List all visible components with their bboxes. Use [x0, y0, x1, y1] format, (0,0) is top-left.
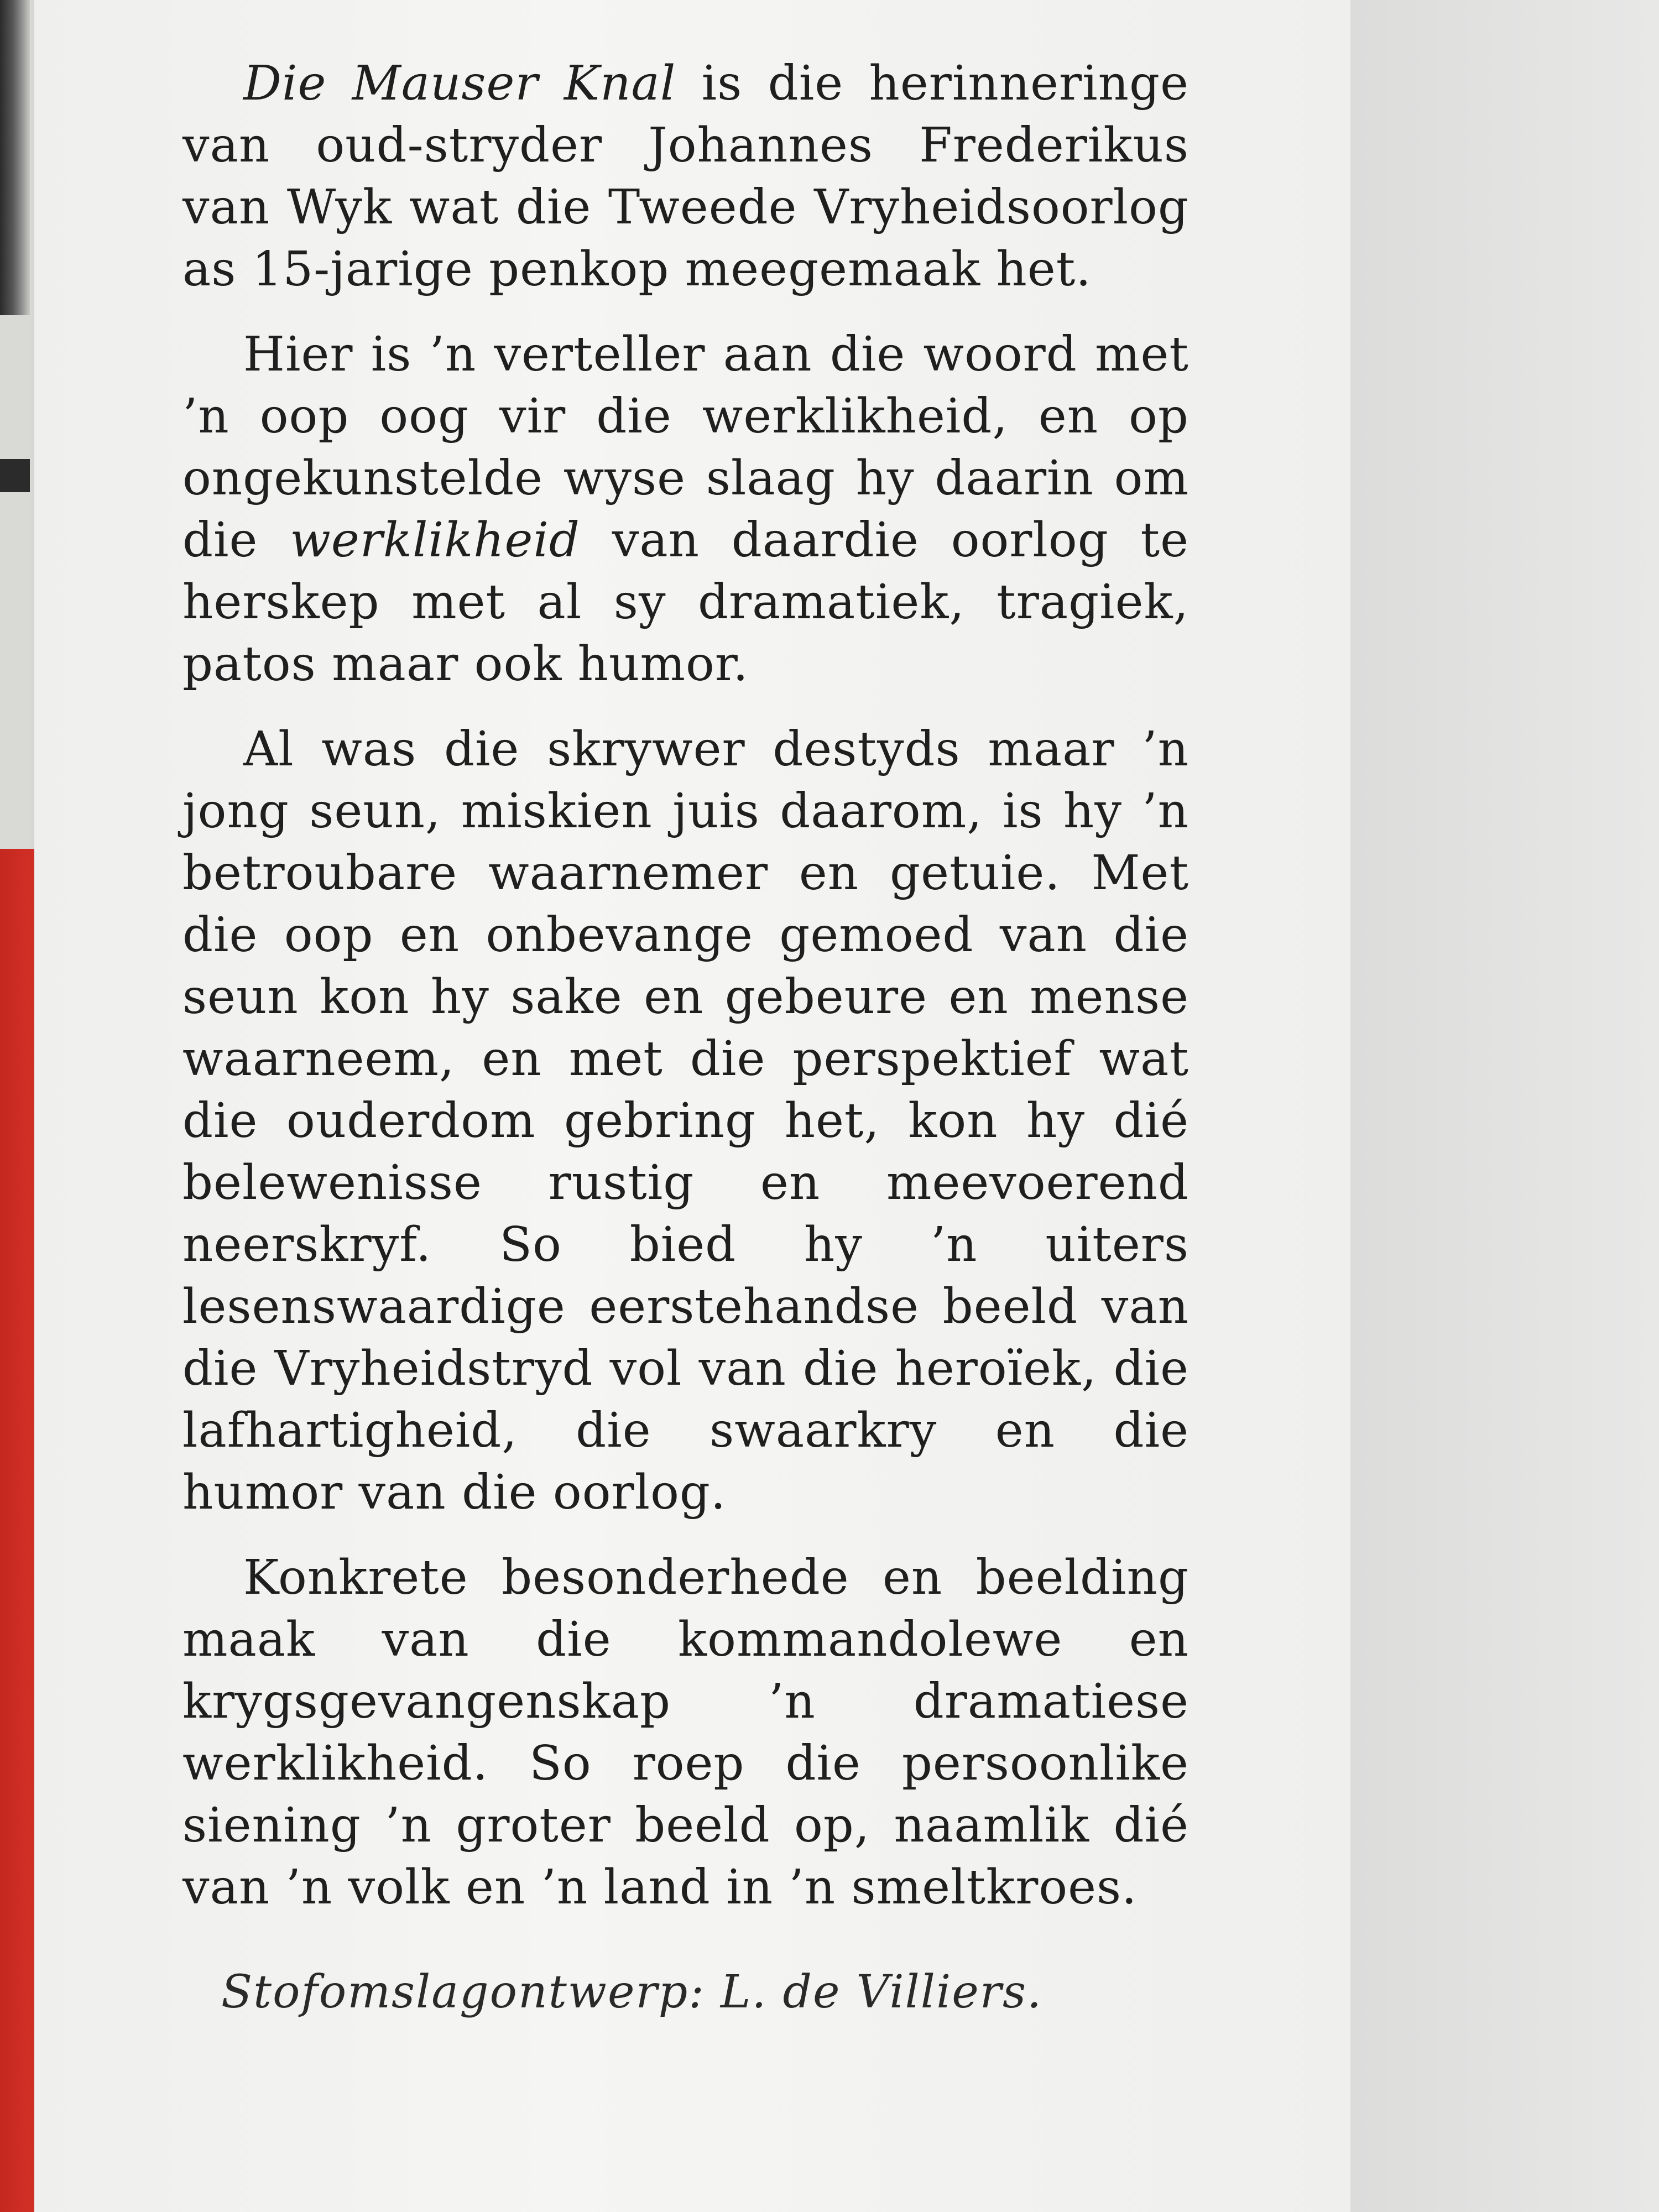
- paragraph-2-text-b: van daardie oorlog te herskep met al sy dramatiek, tragiek, patos maar ook humor.: [182, 513, 1189, 692]
- book-title: Die Mauser Knal: [243, 56, 676, 111]
- paragraph-3: Al was die skrywer destyds maar ’n jong seun, miskien juis daarom, is hy ’n betroubare waarnemer en getuie. Met die oop en onbevange gemoed van die seun kon hy sake en gebeure en mense waarneem, en met die perspektief wat die ouderdom gebring het, kon hy dié belewenisse rustig en meevoerend neerskryf. So bied hy ’n uiters lesenswaardige eerstehandse beeld van die Vryheidstryd vol van die heroïek, die lafhartigheid, die swaarkry en die humor van die oorlog.: [182, 722, 1189, 1520]
- paragraph-2-text-a: Hier is ’n verteller aan die woord met ’n oop oog vir die werklikheid, en op ongekunstelde wyse slaag hy daarin om die: [182, 327, 1189, 568]
- cover-design-credit: Stofomslagontwerp: L. de Villiers.: [221, 1966, 1043, 2018]
- spine-dark-band: [0, 0, 30, 315]
- spine-mark: [0, 459, 30, 492]
- background-surface: [1350, 0, 1659, 2212]
- paragraph-4: Konkrete besonderhede en beelding maak van die kommandolewe en krygsgevangenskap ’n dramatiese werklikheid. So roep die persoonlike siening ’n groter beeld op, naamlik dié van ’n volk en ’n land in ’n smeltkroes.: [182, 1550, 1189, 1915]
- paragraph-1: [182, 53, 1189, 300]
- blurb-text: [182, 53, 1189, 1942]
- paragraph-2: [182, 324, 1189, 695]
- paragraph-1-text: is die herinneringe van oud-stryder Johannes Frederikus van Wyk wat die Tweede Vryheidsoorlog as 15-jarige penkop meegemaak het.: [182, 56, 1189, 297]
- book-spine: [0, 0, 34, 2212]
- paragraph-2-italic: werklikheid: [290, 513, 580, 568]
